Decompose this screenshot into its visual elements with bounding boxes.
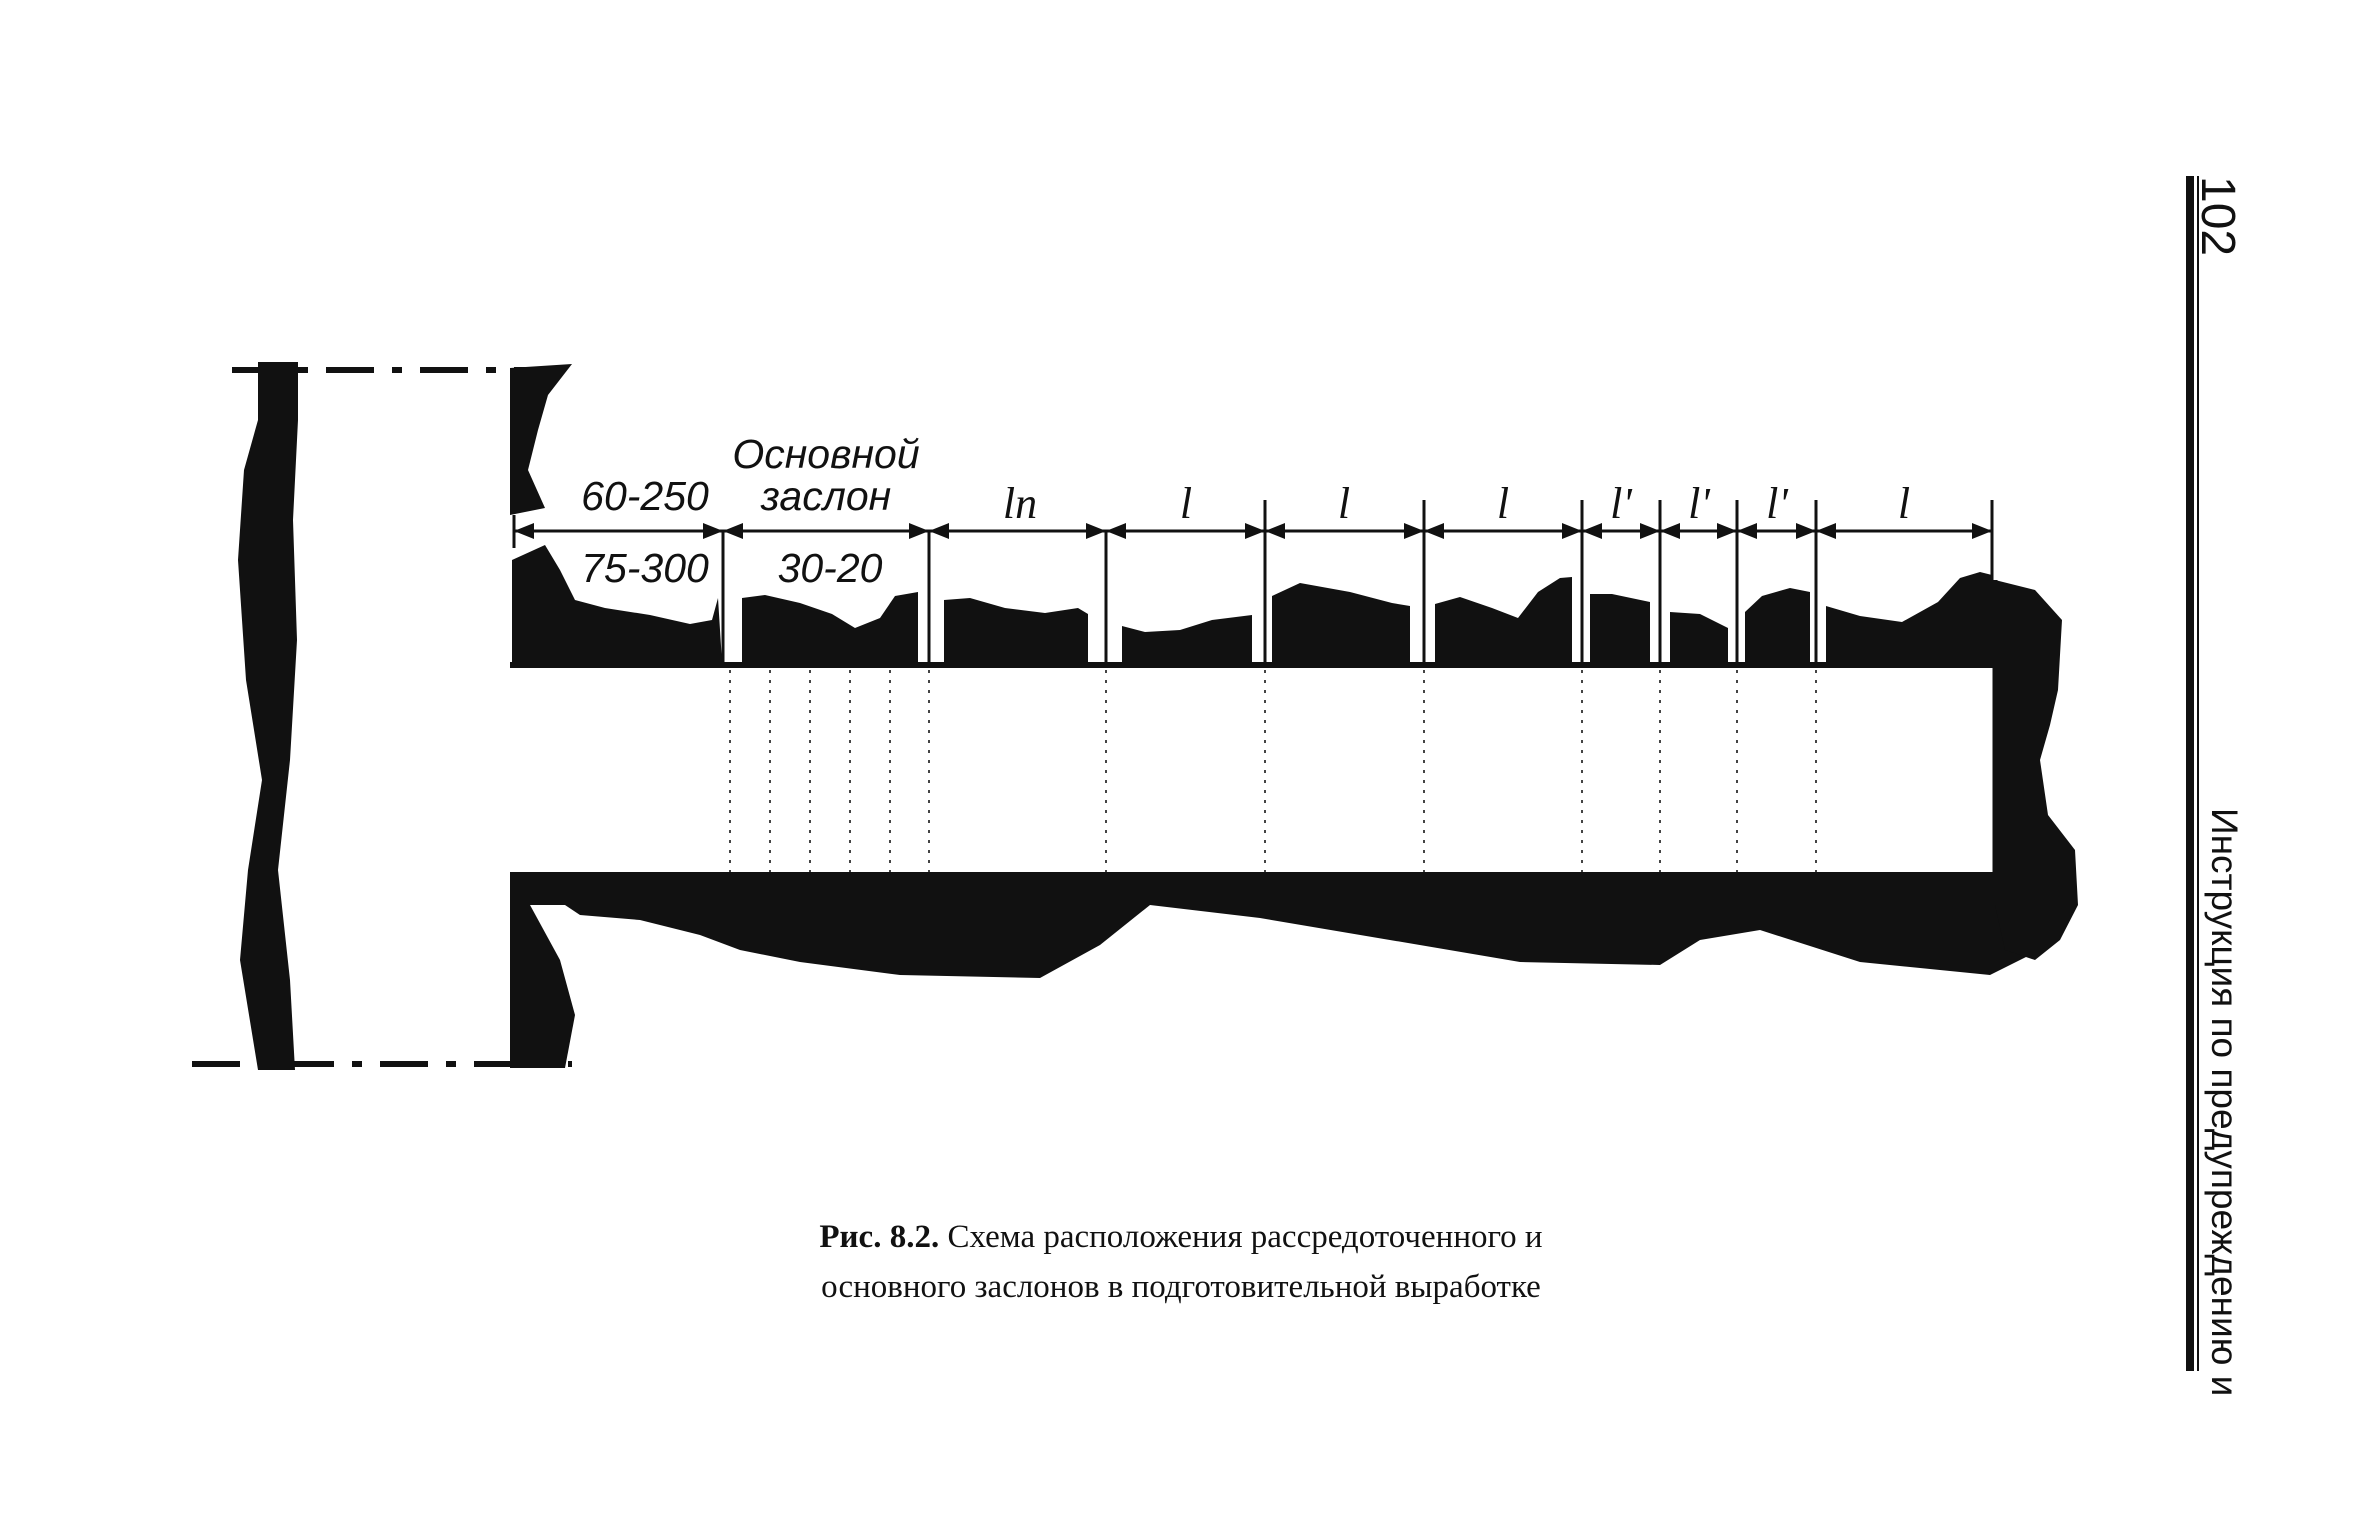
dust-pile-5: [1272, 583, 1410, 662]
arrow-head: [514, 523, 534, 539]
spacing-label-l: l: [1496, 479, 1510, 528]
main-barrier-label-line2: заслон: [760, 473, 892, 519]
caption-line-2: основного заслонов в подготовительной выработке: [821, 1269, 1541, 1305]
dust-pile-10: [1826, 572, 1992, 662]
running-head: Инструкция по предупреждению и: [2204, 808, 2245, 1397]
page-number: 102: [2191, 176, 2244, 257]
spacing-label-l: l: [1897, 479, 1911, 528]
margin-rule-bar: [2186, 176, 2194, 1371]
spacing-label-l: l: [1179, 479, 1193, 528]
margin-rule: [2186, 176, 2199, 1371]
dust-pile-7: [1590, 594, 1650, 662]
heading-face-rock: [1995, 580, 2078, 960]
dust-pile-8: [1670, 612, 1728, 662]
dim-label-60-250: 60-250: [581, 473, 709, 519]
spacing-label-ln: lп: [1002, 479, 1038, 528]
margin-rule-thin: [2197, 176, 2199, 1371]
dust-pile-4: [1122, 615, 1252, 662]
dust-pile-9: [1745, 588, 1810, 662]
spacing-label-l-prime: l': [1610, 479, 1632, 528]
main-barrier-label-line1: Основной: [732, 431, 920, 477]
projection-lines: [730, 670, 1816, 872]
spacing-label-l-prime: l': [1688, 479, 1710, 528]
heading-lower-rock: [510, 872, 2040, 978]
dust-pile-2: [742, 592, 918, 662]
spacing-label-l-prime: l': [1766, 479, 1788, 528]
dimension-labels: [581, 431, 1910, 591]
figure-caption: [0, 1212, 2362, 1312]
arrow-head: [1972, 523, 1992, 539]
heading-upper-rock: [510, 662, 2000, 668]
dust-pile-3: [944, 598, 1088, 662]
caption-text-1: Схема расположения рассредоточенного и: [947, 1219, 1543, 1255]
dim-label-30-20: 30-20: [777, 545, 883, 591]
spacing-label-l: l: [1337, 479, 1351, 528]
dim-label-75-300: 75-300: [581, 545, 709, 591]
right-rock-wall: [510, 364, 572, 515]
caption-line-1: [0, 1212, 2362, 1262]
left-rock-wall: [238, 362, 298, 1070]
main-roadway: [192, 362, 575, 1070]
barrier-shelves: [512, 545, 1992, 662]
dust-pile-6: [1435, 577, 1572, 662]
caption-prefix: Рис. 8.2.: [819, 1219, 940, 1255]
